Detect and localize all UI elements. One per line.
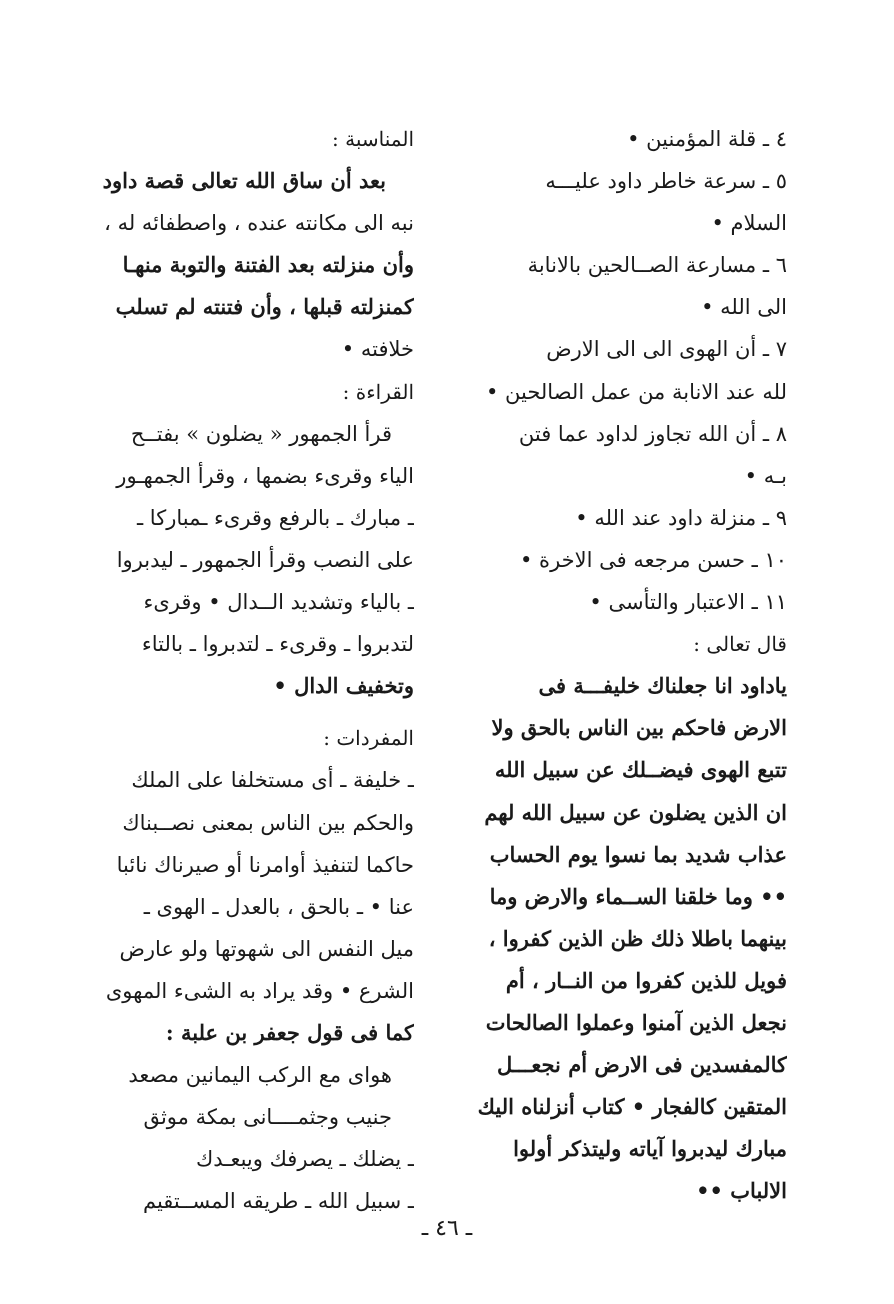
list-item: ٩ ـ منزلة داود عند الله • [575,505,787,530]
paragraph-line: كما فى قول جعفر بن علبة : [165,1019,414,1045]
paragraph-line: كمنزلته قبلها ، وأن فتنته لم تسلب [115,294,414,320]
list-item: بـه • [744,463,787,488]
paragraph-line: والحكم بين الناس بمعنى نصــبناك [122,810,414,835]
paragraph-line: عنا • ـ بالحق ، بالعدل ـ الهوى ـ [143,894,414,919]
list-item: ٤ ـ قلة المؤمنين • [627,127,787,151]
list-item: ٦ ـ مسارعة الصــالحين بالانابة [527,253,787,278]
verse-line: فويل للذين كفروا من النــار ، أم [505,967,787,993]
paragraph-line: وتخفيف الدال • [273,673,414,699]
list-item: ١١ ـ الاعتبار والتأسى • [589,590,787,615]
paragraph-line: خلافته • [341,337,414,362]
verse-line: نجعل الذين آمنوا وعملوا الصالحات [485,1009,787,1035]
verse-line: عذاب شديد بما نسوا يوم الحساب [489,841,787,867]
paragraph-line: ـ بالياء وتشديد الــدال • وقرىء [143,590,414,615]
verse-line: مبارك ليدبروا آياته وليتذكر أولوا [513,1136,787,1162]
right-column [462,118,787,1212]
verse-line: •• وما خلقنا الســماء والارض وما [489,883,787,909]
paragraph-line: قرأ الجمهور « يضلون » بفتــح [130,421,392,446]
list-item: الى الله • [701,295,787,320]
section-heading: قال تعالى : [693,632,787,657]
list-item: ٨ ـ أن الله تجاوز لداود عما فتن [518,421,787,446]
verse-line: بينهما باطلا ذلك ظن الذين كفروا ، [488,925,787,951]
poem-line: هواى مع الركب اليمانين مصعد [128,1063,392,1088]
verse-line: المتقين كالفجار • كتاب أنزلناه اليك [477,1094,787,1120]
list-item: لله عند الانابة من عمل الصالحين • [485,379,787,404]
poem-line: جنيب وجثمــــانى بمكة موثق [143,1105,392,1130]
paragraph-line: لتدبروا ـ وقرىء ـ لتدبروا ـ بالتاء [141,632,414,657]
page-number: ـ ٤٦ ـ [421,1216,473,1241]
paragraph-line: ـ خليفة ـ أى مستخلفا على الملك [131,768,414,793]
verse-line: الالباب •• [696,1178,787,1204]
list-item: ٥ ـ سرعة خاطر داود عليـــه [545,169,787,194]
paragraph-line: ـ مبارك ـ بالرفع وقرىء ـمباركا ـ [136,505,414,530]
verse-line: ان الذين يضلون عن سبيل الله لهم [484,799,787,825]
paragraph-line: بعد أن ساق الله تعالى قصة داود [102,168,386,194]
paragraph-line: الشرع • وقد يراد به الشىء المهوى [105,978,414,1003]
paragraph-line: وأن منزلته بعد الفتنة والتوبة منهـا [122,252,414,278]
paragraph-line: حاكما لتنفيذ أوامرنا أو صيرناك نائبا [116,852,414,877]
paragraph-line: ميل النفس الى شهوتها ولو عارض [119,936,414,961]
paragraph-line: نبه الى مكانته عنده ، واصطفائه له ، [104,211,414,236]
section-heading: القراءة : [342,379,414,404]
verse-line: كالمفسدين فى الارض أم نجعـــل [496,1052,787,1078]
verse-line: ياداود انا جعلناك خليفـــة فى [538,673,787,699]
list-item: ٧ ـ أن الهوى الى الى الارض [546,337,787,362]
section-heading: المناسبة : [332,127,414,151]
paragraph-line: الياء وقرىء بضمها ، وقرأ الجمهـور [116,463,414,488]
list-item: ١٠ ـ حسن مرجعه فى الاخرة • [520,547,787,572]
verse-line: الارض فاحكم بين الناس بالحق ولا [491,715,787,741]
list-item: السلام • [711,211,787,236]
paragraph-line: على النصب وقرأ الجمهور ـ ليدبروا [116,547,414,572]
section-heading: المفردات : [323,726,414,751]
paragraph-line: ـ سبيل الله ـ طريقه المســتقيم [142,1189,414,1214]
paragraph-line: ـ يضلك ـ يصرفك ويبعـدك [195,1147,414,1172]
verse-line: تتبع الهوى فيضــلك عن سبيل الله [494,757,787,783]
left-column [84,118,414,1222]
